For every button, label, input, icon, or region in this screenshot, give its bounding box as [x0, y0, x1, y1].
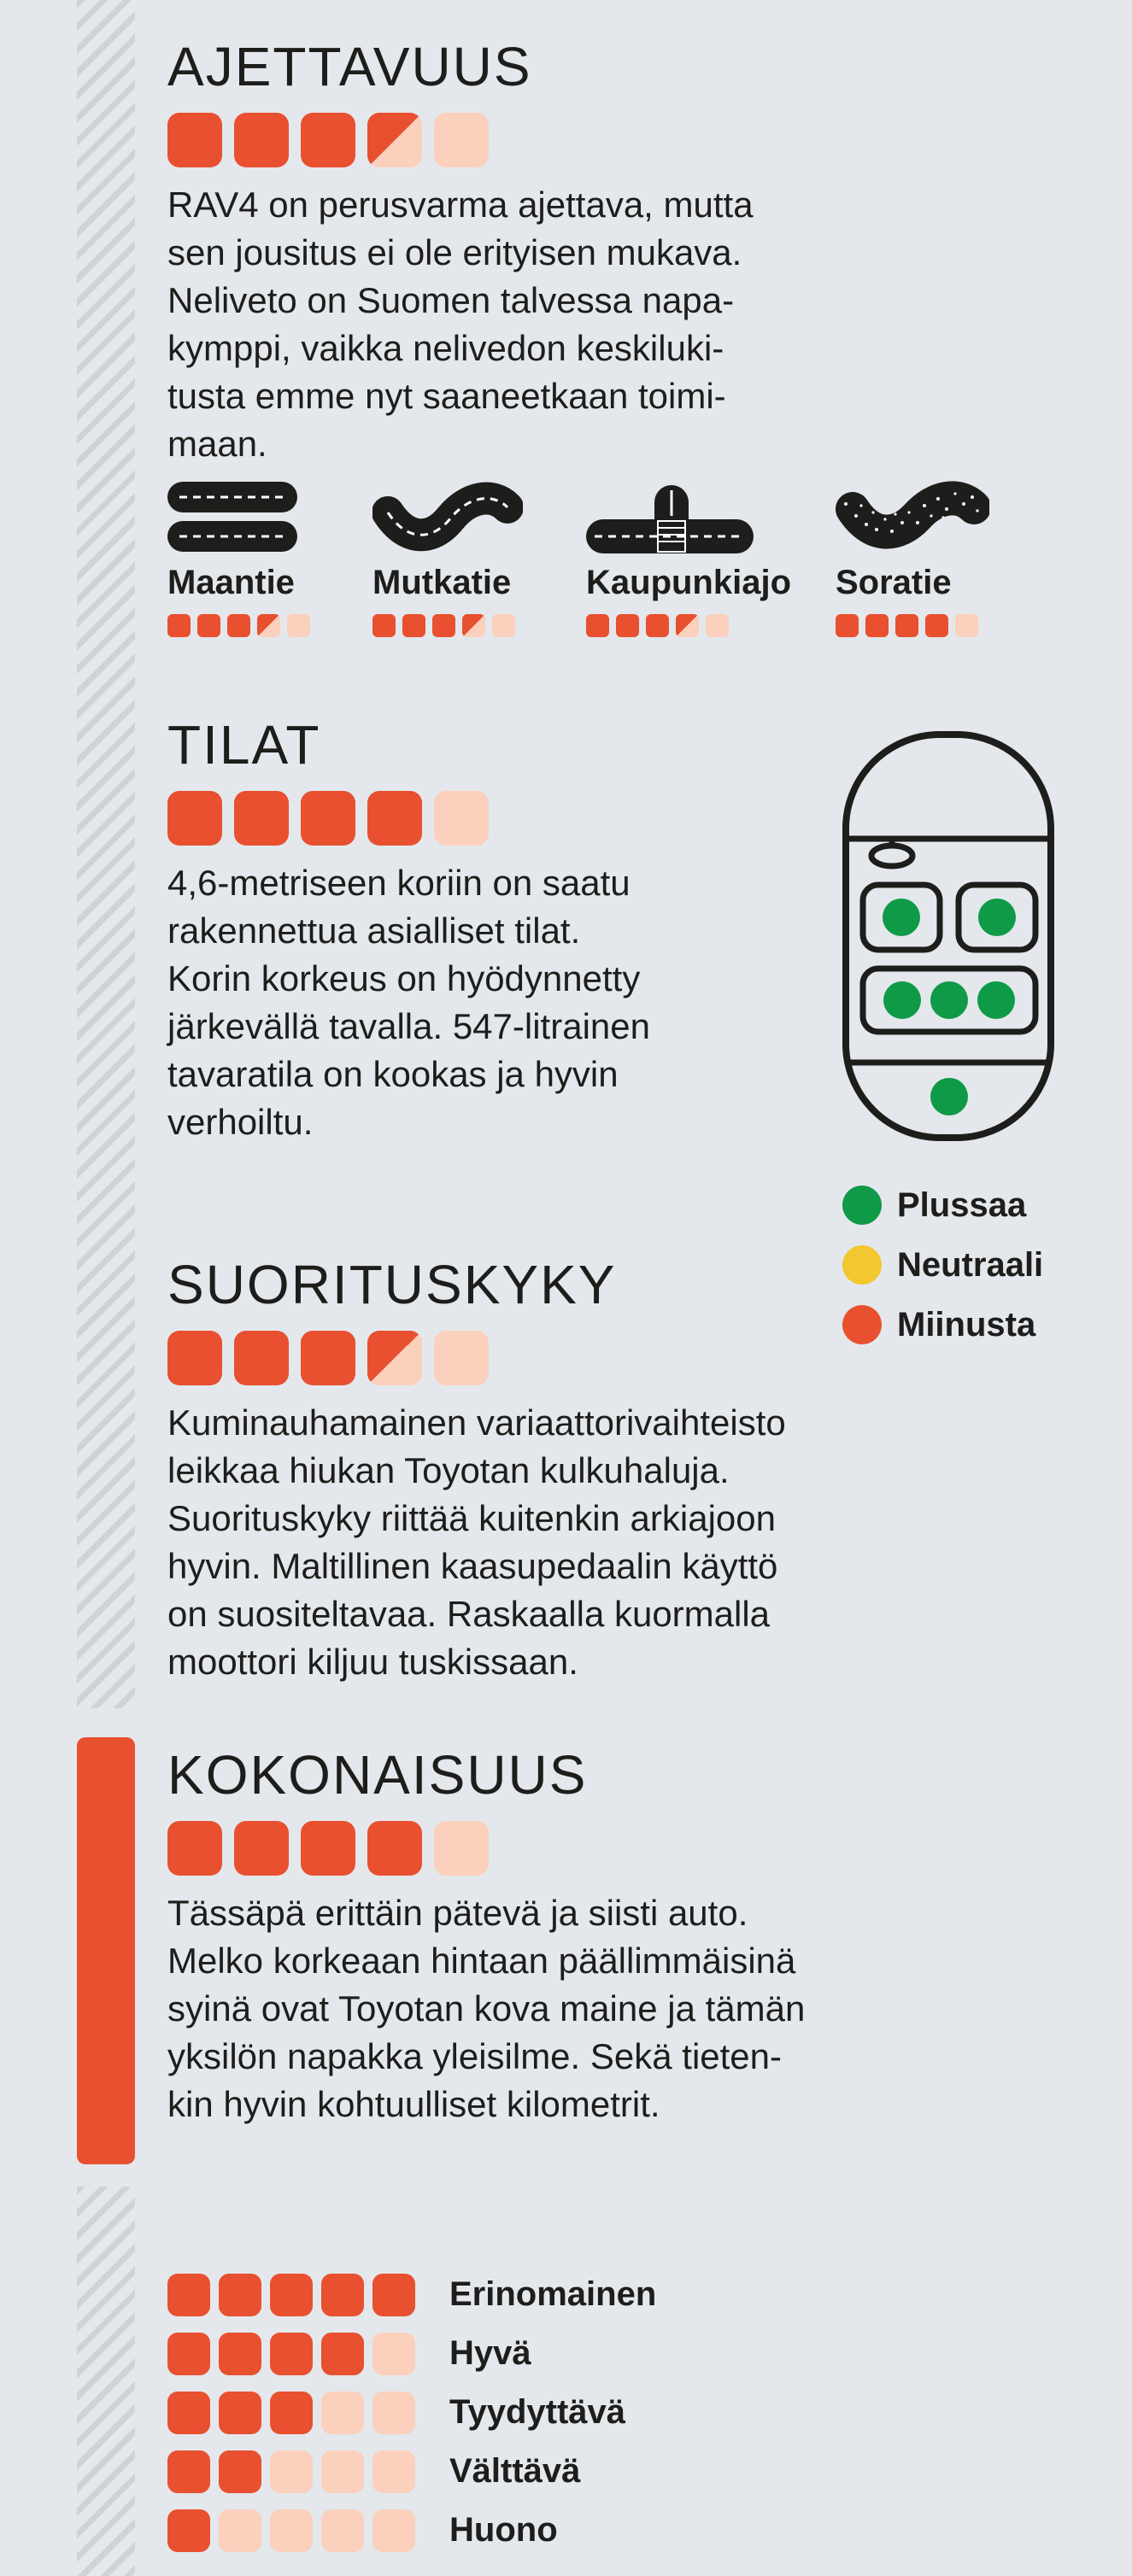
section-kokonaisuus — [167, 1744, 919, 2128]
legend-item-plus — [842, 1175, 1043, 1235]
rating-square — [301, 791, 355, 846]
rating-scale — [167, 2265, 656, 2560]
text-line: Neliveto on Suomen talvessa napa- — [167, 280, 735, 320]
city-road-icon — [586, 478, 757, 555]
scale-label: Tyydyttävä — [449, 2393, 626, 2431]
section-tilat — [167, 714, 919, 1146]
text-line: Kuminauhamainen variaattorivaihteisto — [167, 1402, 786, 1443]
legend-dot — [842, 1186, 882, 1225]
seat-front-left — [883, 899, 920, 936]
road-label: Kaupunkiajo — [586, 564, 792, 601]
section-text — [167, 1399, 919, 1686]
text-line: syinä ovat Toyotan kova maine ja tämän — [167, 1988, 806, 2029]
legend-label: Miinusta — [897, 1305, 1036, 1344]
seat-rear-middle — [930, 981, 968, 1019]
rating-square — [492, 614, 515, 637]
rating-square — [462, 614, 485, 637]
scale-squares — [167, 2392, 424, 2434]
scale-row — [167, 2442, 656, 2501]
text-line: kymppi, vaikka nelivedon keskiluki- — [167, 328, 724, 368]
trunk-rating — [930, 1078, 968, 1115]
text-line: Tässäpä erittäin pätevä ja siisti auto. — [167, 1893, 748, 1933]
text-line: leikkaa hiukan Toyotan kulkuhaluja. — [167, 1450, 730, 1490]
rating-square — [234, 113, 289, 167]
text-line: moottori kiljuu tuskissaan. — [167, 1642, 578, 1682]
rating — [167, 1821, 919, 1876]
rating-square — [257, 614, 280, 637]
rating-square — [219, 2509, 261, 2552]
road-rating — [836, 614, 989, 637]
road-rating — [586, 614, 791, 637]
rating-square — [955, 614, 978, 637]
seat-rear-right — [977, 981, 1015, 1019]
rating-square — [270, 2509, 313, 2552]
scale-row — [167, 2324, 656, 2383]
rating-square — [616, 614, 639, 637]
rating-square — [367, 113, 422, 167]
seat-front-right — [978, 899, 1016, 936]
hatched-margin-top — [77, 0, 135, 1708]
section-text — [167, 1889, 919, 2128]
rating-square — [219, 2392, 261, 2434]
text-line: verhoiltu. — [167, 1102, 314, 1142]
text-line: rakennettua asialliset tilat. — [167, 910, 581, 951]
rating-square — [321, 2274, 364, 2316]
seat-layout — [842, 731, 1054, 1145]
rating-square — [434, 791, 489, 846]
rating-square — [432, 614, 455, 637]
section-title: AJETTAVUUS — [167, 36, 532, 97]
rating-square — [301, 113, 355, 167]
section-ajettavuus — [167, 36, 919, 468]
highlight-bar — [77, 1737, 135, 2164]
text-line: 4,6-metriseen koriin on saatu — [167, 863, 631, 903]
car-seat-layout-icon — [842, 731, 1054, 1141]
rating-square — [197, 614, 220, 637]
section-text — [167, 181, 919, 468]
rating-square — [372, 2333, 415, 2375]
rating-square — [301, 1821, 355, 1876]
road-type-ratings — [167, 478, 988, 649]
rating-square — [219, 2333, 261, 2375]
legend-label: Plussaa — [897, 1186, 1027, 1224]
rating-square — [167, 1331, 222, 1385]
rating-square — [234, 1331, 289, 1385]
text-line: tavaratila on kookas ja hyvin — [167, 1054, 619, 1094]
scale-label: Välttävä — [449, 2452, 581, 2490]
scale-row — [167, 2501, 656, 2560]
scale-squares — [167, 2274, 424, 2316]
rating-square — [167, 2450, 210, 2493]
scale-row — [167, 2383, 656, 2442]
scale-label: Hyvä — [449, 2334, 531, 2372]
rating-square — [372, 2450, 415, 2493]
section-title: KOKONAISUUS — [167, 1744, 588, 1806]
rating-square — [372, 2274, 415, 2316]
road-label: Soratie — [836, 564, 952, 601]
text-line: Korin korkeus on hyödynnetty — [167, 958, 641, 998]
hatched-margin-bottom — [77, 2187, 135, 2576]
rating-square — [270, 2333, 313, 2375]
rating-square — [234, 1821, 289, 1876]
rating-square — [367, 1331, 422, 1385]
rating-square — [227, 614, 250, 637]
text-line: tusta emme nyt saaneetkaan toimi- — [167, 376, 726, 416]
rating — [167, 791, 919, 846]
rating-square — [676, 614, 699, 637]
scale-squares — [167, 2450, 424, 2493]
rating-square — [865, 614, 889, 637]
rating-square — [434, 1331, 489, 1385]
rating-square — [167, 614, 191, 637]
rating-square — [167, 791, 222, 846]
road-soratie — [836, 478, 989, 637]
rating-square — [434, 1821, 489, 1876]
rating-square — [372, 2392, 415, 2434]
rating-square — [895, 614, 918, 637]
rating-square — [219, 2450, 261, 2493]
rating-square — [270, 2392, 313, 2434]
rating-square — [321, 2509, 364, 2552]
road-kaupunkiajo — [586, 478, 791, 637]
text-line: Suorituskyky riittää kuitenkin arkiajoon — [167, 1498, 776, 1538]
rating-square — [321, 2392, 364, 2434]
text-line: on suositeltavaa. Raskaalla kuormalla — [167, 1594, 771, 1634]
text-line: RAV4 on perusvarma ajettava, mutta — [167, 184, 754, 225]
legend-label: Neutraali — [897, 1245, 1044, 1284]
road-label: Mutkatie — [372, 564, 512, 601]
rating-square — [367, 791, 422, 846]
rating-square — [367, 1821, 422, 1876]
road-mutkatie — [372, 478, 523, 637]
rating-square — [402, 614, 425, 637]
rating-square — [321, 2450, 364, 2493]
gravel-road-icon — [836, 478, 989, 555]
seat-rear-left — [883, 981, 921, 1019]
text-line: Melko korkeaan hintaan päällimmäisinä — [167, 1941, 796, 1981]
rating-square — [301, 1331, 355, 1385]
rating-square — [706, 614, 729, 637]
rating-square — [270, 2450, 313, 2493]
winding-road-icon — [372, 478, 523, 555]
section-suorituskyky — [167, 1254, 919, 1686]
rating-square — [167, 113, 222, 167]
text-line: kin hyvin kohtuulliset kilometrit. — [167, 2084, 660, 2124]
rating-square — [167, 1821, 222, 1876]
rating-square — [586, 614, 609, 637]
scale-squares — [167, 2509, 424, 2552]
rating-square — [167, 2333, 210, 2375]
text-line: järkevällä tavalla. 547-litrainen — [167, 1006, 650, 1046]
road-rating — [372, 614, 523, 637]
rating-square — [167, 2392, 210, 2434]
scale-squares — [167, 2333, 424, 2375]
highway-icon — [167, 478, 301, 555]
scale-row — [167, 2265, 656, 2324]
rating — [167, 113, 919, 167]
text-line: hyvin. Maltillinen kaasupedaalin käyttö — [167, 1546, 778, 1586]
road-rating — [167, 614, 310, 637]
rating-square — [234, 791, 289, 846]
rating-square — [270, 2274, 313, 2316]
rating-square — [925, 614, 948, 637]
rating-square — [287, 614, 310, 637]
text-line: maan. — [167, 424, 267, 464]
rating-square — [836, 614, 859, 637]
scale-label: Huono — [449, 2511, 558, 2549]
section-text — [167, 859, 919, 1146]
rating-square — [219, 2274, 261, 2316]
rating-square — [434, 113, 489, 167]
rating-square — [321, 2333, 364, 2375]
rating-square — [372, 2509, 415, 2552]
road-label: Maantie — [167, 564, 295, 601]
text-line: yksilön napakka yleisilme. Sekä tieten- — [167, 2036, 783, 2076]
rating-square — [646, 614, 669, 637]
text-line: sen jousitus ei ole erityisen mukava. — [167, 232, 742, 272]
rating-square — [167, 2274, 210, 2316]
rating-square — [167, 2509, 210, 2552]
road-maantie — [167, 478, 310, 637]
scale-label: Erinomainen — [449, 2275, 657, 2313]
rating — [167, 1331, 919, 1385]
rating-square — [372, 614, 396, 637]
section-title: TILAT — [167, 714, 321, 776]
section-title: SUORITUSKYKY — [167, 1254, 617, 1315]
